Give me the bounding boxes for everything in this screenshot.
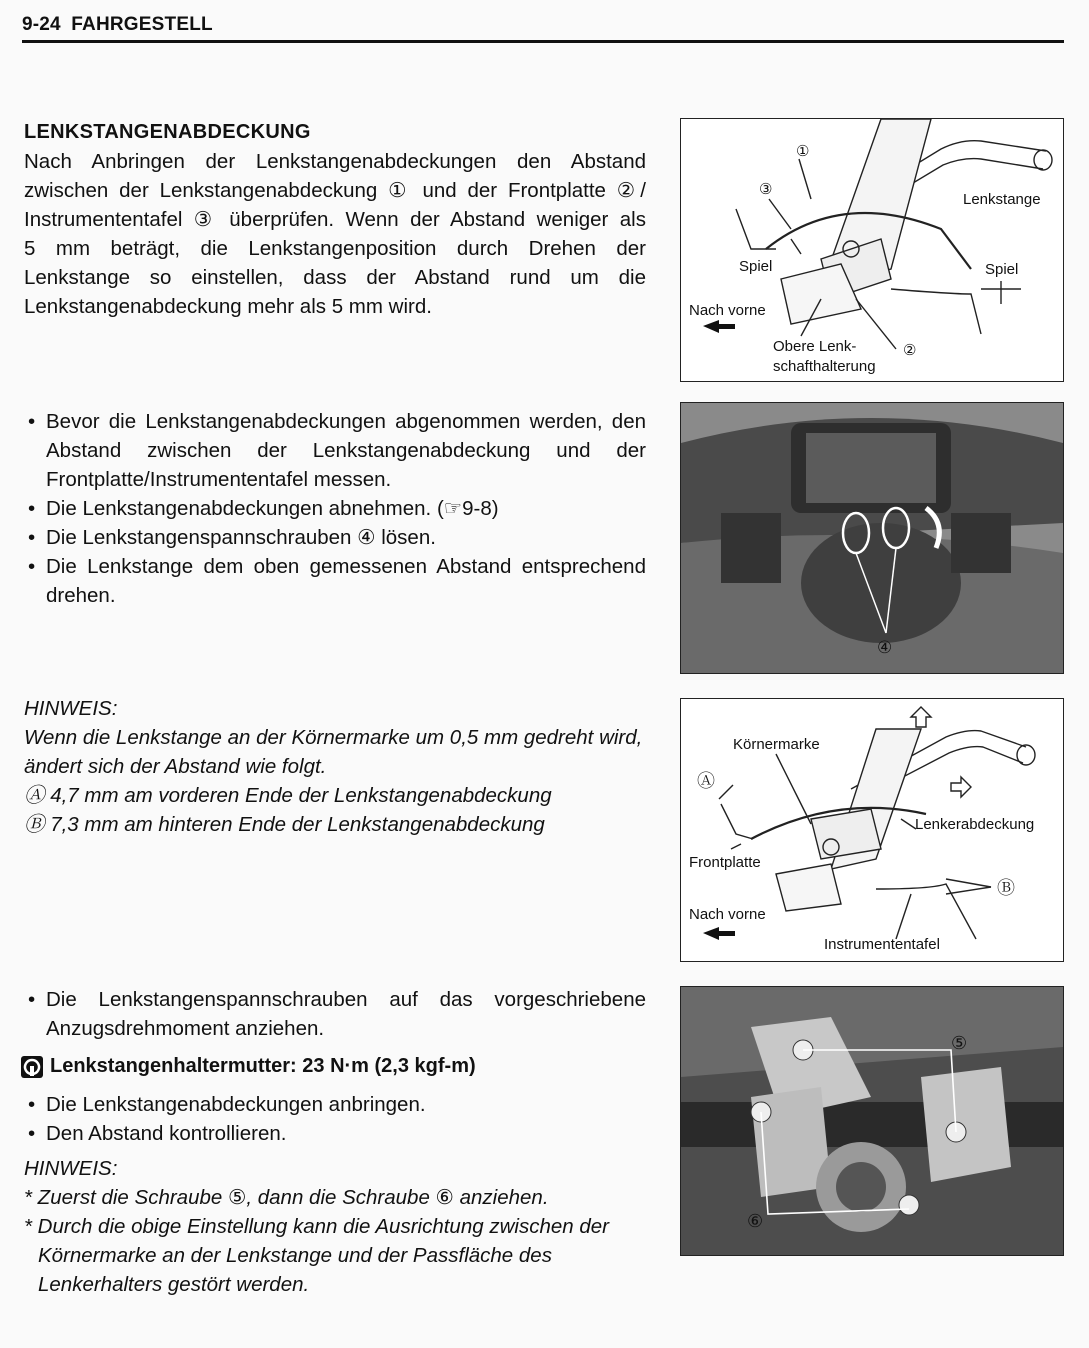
list-item: • Die Lenkstange dem oben gemessenen Abstand entsprechend drehen. — [24, 552, 646, 610]
note-text: * Durch die obige Einstellung kann die Ausrichtung zwischen der Körnermarke an der Lenkstange und der Passfläche des Lenkerhalters gestört werden. — [24, 1215, 609, 1296]
callout-a: Ⓐ — [697, 771, 715, 791]
note-text: * Zuerst die Schraube ⑤, dann die Schraube ⑥ anziehen. — [24, 1186, 549, 1209]
torque-wrench-icon — [20, 1055, 44, 1079]
steps-list-1 — [24, 407, 646, 610]
figure-cover-gap-diagram — [680, 118, 1064, 382]
section-lenkstangenabdeckung — [24, 118, 646, 321]
note-text: Ⓐ 4,7 mm am vorderen Ende der Lenkstangenabdeckung — [24, 784, 552, 807]
figure-koernermarke-diagram — [680, 698, 1064, 962]
intro-paragraph — [24, 147, 646, 321]
list-item: • Die Lenkstangenspannschrauben ④ lösen. — [24, 523, 646, 552]
page-number: 9-24 — [22, 14, 61, 35]
label-nach-vorne-2: Nach vorne — [689, 906, 766, 923]
callout-3: ③ — [759, 181, 773, 198]
paragraph-line: Instrumententafel ③ überprüfen. Wenn der Abstand weniger als — [24, 208, 646, 231]
label-lenkerabdeckung: Lenkerabdeckung — [915, 816, 1035, 833]
list-item: • Die Lenkstangenabdeckungen abnehmen. (☞9-8) — [24, 494, 646, 523]
note-1 — [24, 694, 646, 839]
label-instrumententafel: Instrumententafel — [824, 936, 940, 953]
label-obere-1: Obere Lenk- — [773, 338, 857, 355]
callout-4: ④ — [877, 638, 893, 657]
paragraph-line: zwischen der Lenkstangenabdeckung ① und der Frontplatte ②/ — [24, 179, 646, 202]
callout-6: ⑥ — [747, 1211, 764, 1231]
paragraph-line: Nach Anbringen der Lenkstangenabdeckungen den Abstand — [24, 150, 646, 173]
photo-handlebar-clamp-bolts — [680, 402, 1064, 674]
label-lenkstange: Lenkstange — [963, 191, 1041, 208]
paragraph-line: 5 mm beträgt, die Lenkstangenposition durch Drehen der — [24, 237, 646, 260]
steps-list-2 — [24, 985, 646, 1043]
label-spiel-right: Spiel — [985, 261, 1019, 278]
list-item: • Die Lenkstangenspannschrauben auf das vorgeschriebene Anzugsdrehmoment anziehen. — [24, 985, 646, 1043]
label-nach-vorne: Nach vorne — [689, 302, 766, 319]
torque-text: Lenkstangenhaltermutter: 23 N·m (2,3 kgf-m) — [50, 1055, 476, 1077]
list-item: • Den Abstand kontrollieren. — [24, 1119, 646, 1148]
callout-2: ② — [903, 342, 917, 359]
photo-handlebar-holder-bolts — [680, 986, 1064, 1256]
label-frontplatte: Frontplatte — [689, 854, 761, 871]
section-title: FAHRGESTELL — [71, 14, 213, 35]
callout-b: Ⓑ — [997, 878, 1015, 898]
paragraph-line: Lenkstangenabdeckung mehr als 5 mm wird. — [24, 295, 432, 318]
list-item: • Bevor die Lenkstangenabdeckungen abgenommen werden, den Abstand zwischen der Lenkstangenabdeckung und der Frontplatte/Instrumententafel messen. — [24, 407, 646, 494]
callout-5: ⑤ — [951, 1033, 968, 1053]
note-label: HINWEIS: — [24, 1157, 118, 1180]
steps-list-3 — [24, 1090, 646, 1148]
arrow-left-icon — [703, 927, 735, 940]
label-obere-2: schafthalterung — [773, 358, 876, 375]
section-heading: LENKSTANGENABDECKUNG — [24, 121, 311, 143]
paragraph-line: Lenkstange so einstellen, dass der Abstand rund um die — [24, 266, 646, 289]
torque-spec — [20, 1052, 642, 1081]
note-label: HINWEIS: — [24, 697, 118, 720]
note-text: Ⓑ 7,3 mm am hinteren Ende der Lenkstangenabdeckung — [24, 813, 545, 836]
arrow-left-icon — [703, 320, 735, 333]
page-header — [22, 14, 1064, 43]
callout-1: ① — [796, 143, 810, 160]
label-koernermarke: Körnermarke — [733, 736, 820, 753]
label-spiel-left: Spiel — [739, 258, 773, 275]
note-text: Wenn die Lenkstange an der Körnermarke um 0,5 mm gedreht wird, ändert sich der Abstand wie folgt. — [24, 726, 643, 778]
note-2 — [24, 1154, 646, 1299]
list-item: • Die Lenkstangenabdeckungen anbringen. — [24, 1090, 646, 1119]
